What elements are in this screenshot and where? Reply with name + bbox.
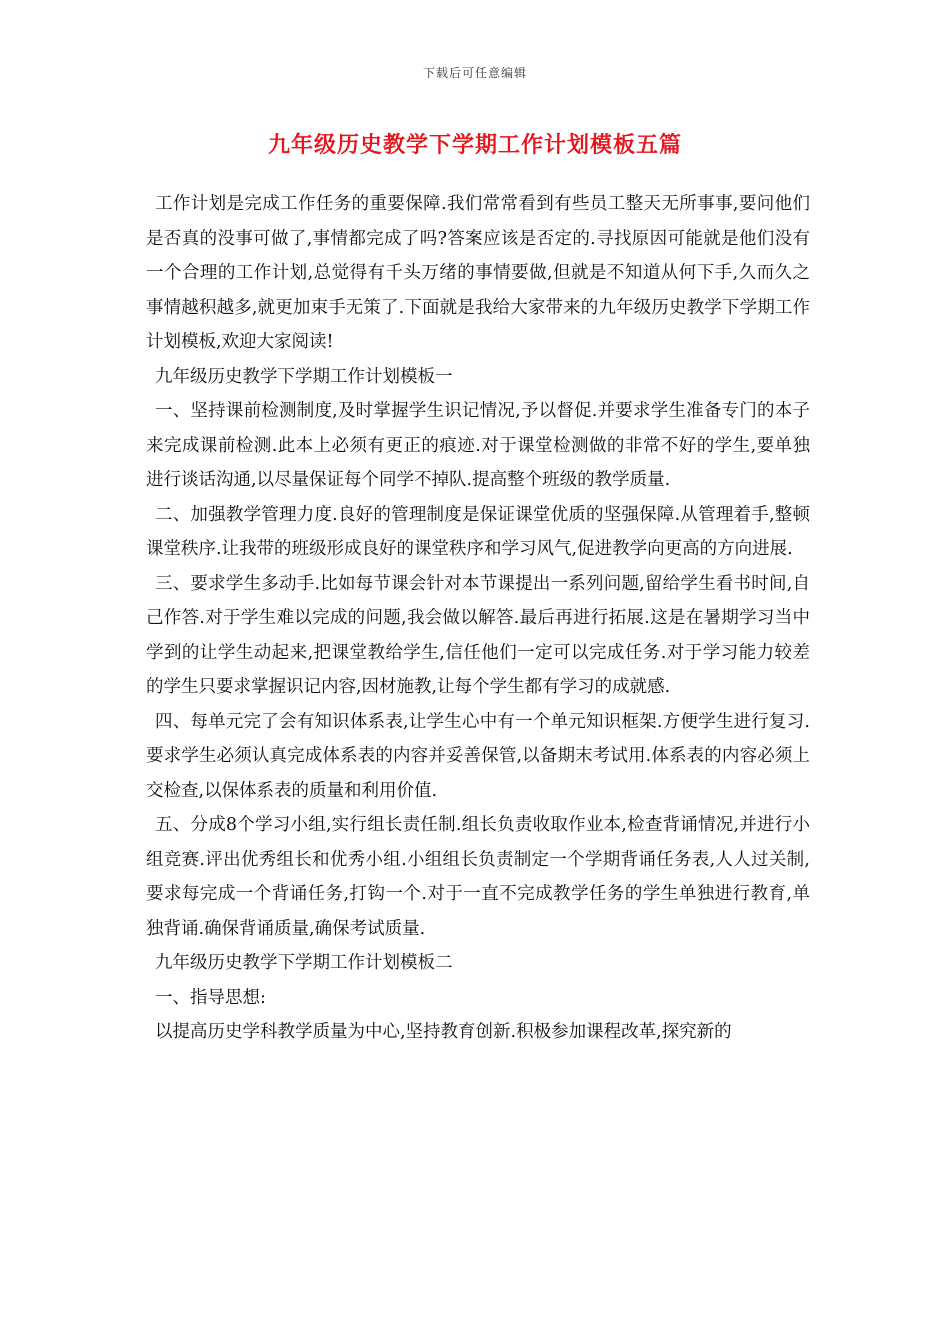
paragraph-item-two: 二、加强教学管理力度.良好的管理制度是保证课堂优质的坚强保障.从管理着手,整顿课堂秩序.让我带的班级形成良好的课堂秩序和学习风气,促进教学向更高的方向进展. xyxy=(146,504,810,559)
paragraph-item-one: 一、坚持课前检测制度,及时掌握学生识记情况,予以督促.并要求学生准备专门的本子来完成课前检测.此本上必须有更正的痕迹.对于课堂检测做的非常不好的学生,要单独进行谈话沟通,以尽量保证每个同学不掉队.提高整个班级的教学质量. xyxy=(146,401,810,490)
header-note: 下载后可任意编辑 xyxy=(422,66,527,80)
paragraph-item-four: 四、每单元完了会有知识体系表,让学生心中有一个单元知识框架.方便学生进行复习.要求学生必须认真完成体系表的内容并妥善保管,以备期末考试用.体系表的内容必须上交检查,以保体系表的质量和利用价值. xyxy=(146,711,810,801)
paragraph-item-three: 三、要求学生多动手.比如每节课会针对本节课提出一系列问题,留给学生看书时间,自己作答.对于学生难以完成的问题,我会做以解答.最后再进行拓展.这是在暑期学习当中学到的让学生动起来,把课堂教给学生,信任他们一定可以完成任务.对于学习能力较差的学生只要求掌握识记内容,因材施教,让每个学生都有学习的成就感. xyxy=(146,573,810,697)
document-title: 九年级历史教学下学期工作计划模板五篇 xyxy=(267,132,682,158)
section-heading-template-two: 九年级历史教学下学期工作计划模板二 xyxy=(155,953,453,973)
intro-paragraph: 工作计划是完成工作任务的重要保障.我们常常看到有些员工整天无所事事,要问他们是否真的没事可做了,事情都完成了吗?答案应该是否定的.寻找原因可能就是他们没有一个合理的工作计划,总觉得有千头万绪的事情要做,但就是不知道从何下手,久而久之事情越积越多,就更加束手无策了.下面就是我给大家带来的九年级历史教学下学期工作计划模板,欢迎大家阅读! xyxy=(146,194,810,352)
subheading-guiding-thought: 一、指导思想: xyxy=(155,987,266,1008)
paragraph-item-five: 五、分成8个学习小组,实行组长责任制.组长负责收取作业本,检查背诵情况,并进行小组竞赛.评出优秀组长和优秀小组.小组组长负责制定一个学期背诵任务表,人人过关制,要求每完成一个背诵任务,打钩一个.对于一直不完成教学任务的学生单独进行教育,单独背诵.确保背诵质量,确保考试质量. xyxy=(146,815,810,939)
paragraph-guiding-thought: 以提高历史学科教学质量为中心,坚持教育创新.积极参加课程改革,探究新的 xyxy=(155,1022,732,1042)
document-body xyxy=(146,187,810,1050)
section-heading-template-one: 九年级历史教学下学期工作计划模板一 xyxy=(155,366,453,387)
